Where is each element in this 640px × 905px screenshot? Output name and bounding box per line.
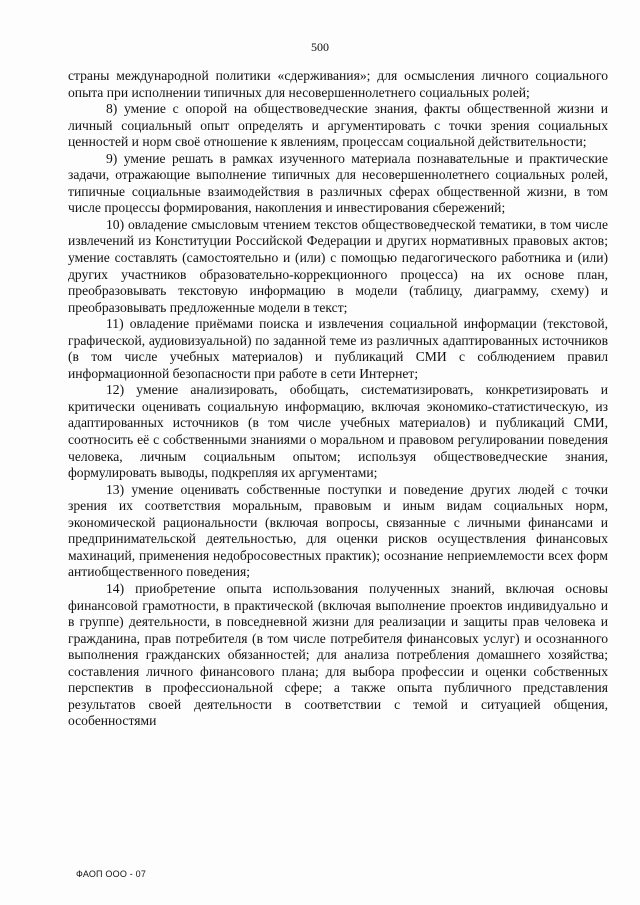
paragraph-item-8: 8) умение с опорой на обществоведческие знания, факты общественной жизни и личный социальный опыт определять и аргументировать с точки зрения социальных ценностей и норм своё отношение к явлениям, процессам социальной действительности; bbox=[68, 101, 608, 150]
paragraph-item-14: 14) приобретение опыта использования полученных знаний, включая основы финансовой грамотности, в практической (включая выполнение проектов индивидуально и в группе) деятельности, в повседневной жизни для реализации и защиты прав человека и гражданина, прав потребителя (в том числе потребителя финансовых услуг) и осознанного выполнения гражданских обязанностей; для анализа потребления домашнего хозяйства; составления личного финансового плана; для выбора профессии и оценки собственных перспектив в профессиональной сфере; а также опыта публичного представления результатов своей деятельности в соответствии с темой и ситуацией общения, особенностями bbox=[68, 580, 608, 729]
document-body bbox=[68, 68, 608, 730]
paragraph-item-10: 10) овладение смысловым чтением текстов обществоведческой тематики, в том числе извлечений из Конституции Российской Федерации и других нормативных правовых актов; умение составлять (самостоятельно и (или) с помощью педагогического работника и (или) других участников образовательно-коррекционного процесса) на их основе план, преобразовывать текстовую информацию в модели (таблицу, диаграмму, схему) и преобразовывать предложенные модели в текст; bbox=[68, 216, 608, 315]
footer-document-code: ФАОП ООО - 07 bbox=[76, 869, 147, 879]
paragraph-item-11: 11) овладение приёмами поиска и извлечения социальной информации (текстовой, графической, аудиовизуальной) по заданной теме из различных адаптированных источников (в том числе учебных материалов) и публикаций СМИ с соблюдением правил информационной безопасности при работе в сети Интернет; bbox=[68, 316, 608, 381]
paragraph-item-12: 12) умение анализировать, обобщать, систематизировать, конкретизировать и критически оценивать социальную информацию, включая экономико-статистическую, из адаптированных источников (в том числе учебных материалов) и публикаций СМИ, соотносить её с собственными знаниями о моральном и правовом регулировании поведения человека, личным социальным опытом; используя обществоведческие знания, формулировать выводы, подкрепляя их аргументами; bbox=[68, 382, 608, 481]
paragraph-continuation: страны международной политики «сдерживания»; для осмысления личного социального опыта при исполнении типичных для несовершеннолетнего социальных ролей; bbox=[68, 68, 608, 100]
paragraph-item-13: 13) умение оценивать собственные поступки и поведение других людей с точки зрения их соответствия моральным, правовым и иным видам социальных норм, экономической рациональности (включая вопросы, связанные с личными финансами и предпринимательской деятельностью, для оценки рисков осуществления финансовых махинаций, применения недобросовестных практик); осознание неприемлемости всех форм антиобщественного поведения; bbox=[68, 481, 608, 580]
page-number: 500 bbox=[311, 40, 329, 54]
paragraph-item-9: 9) умение решать в рамках изученного материала познавательные и практические задачи, отражающие выполнение типичных для несовершеннолетнего социальных ролей, типичные социальные взаимодействия в различных сферах общественной жизни, в том числе процессы формирования, накопления и инвестирования сбережений; bbox=[68, 150, 608, 216]
